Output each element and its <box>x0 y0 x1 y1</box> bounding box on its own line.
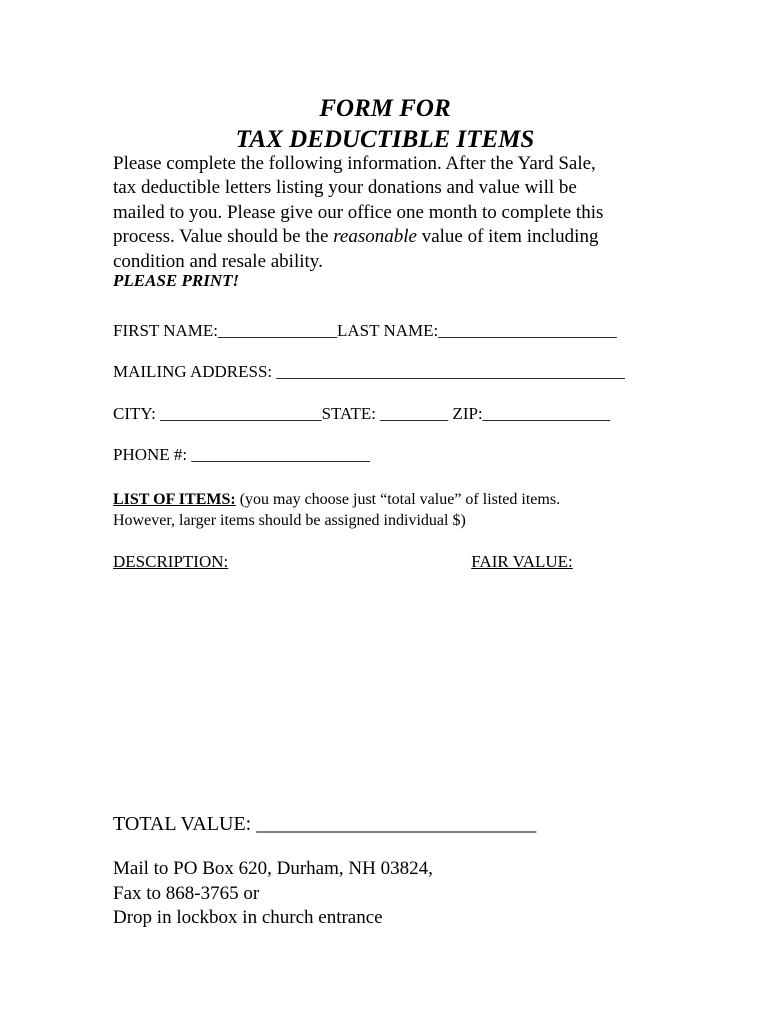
intro-line: mailed to you. Please give our office one month to complete this <box>113 201 604 223</box>
list-of-items-heading: LIST OF ITEMS: <box>113 491 236 508</box>
form-title-line-2: TAX DEDUCTIBLE ITEMS <box>235 126 535 153</box>
list-of-items-section <box>113 489 560 531</box>
list-note-line-2: However, larger items should be assigned individual $) <box>113 512 466 529</box>
reasonable-emphasis: reasonable <box>333 226 417 248</box>
intro-line: condition and resale ability. <box>113 250 323 272</box>
mailing-address-field[interactable]: MAILING ADDRESS: _________________________________________ <box>113 362 625 381</box>
list-heading-row <box>113 489 560 510</box>
list-note: (you may choose just “total value” of listed items. <box>235 491 561 508</box>
please-print-note: PLEASE PRINT! <box>113 271 240 290</box>
intro-text: process. Value should be the <box>113 226 334 248</box>
city-state-zip-fields[interactable]: CITY: ___________________STATE: ________ ZIP:_______________ <box>113 404 611 423</box>
mailing-instructions <box>113 857 433 931</box>
fair-value-column-header: FAIR VALUE: <box>471 552 573 571</box>
total-value-field[interactable]: TOTAL VALUE: ____________________________ <box>113 813 537 835</box>
mail-instruction-line: Drop in lockbox in church entrance <box>113 907 383 928</box>
phone-field[interactable]: PHONE #: _____________________ <box>113 445 370 464</box>
form-title-line-1: FORM FOR <box>319 95 451 122</box>
items-table-header <box>113 551 573 573</box>
mail-instruction-line: Mail to PO Box 620, Durham, NH 03824, <box>113 858 433 879</box>
description-column-header: DESCRIPTION: <box>113 552 229 571</box>
intro-line: tax deductible letters listing your donations and value will be <box>113 177 577 199</box>
intro-line-with-emphasis <box>113 225 673 249</box>
intro-paragraph <box>113 152 673 274</box>
intro-text: value of item including <box>416 226 599 248</box>
intro-line: Please complete the following information. After the Yard Sale, <box>113 153 596 174</box>
mail-instruction-line: Fax to 868-3765 or <box>113 882 260 904</box>
name-fields[interactable]: FIRST NAME:______________LAST NAME:_____________________ <box>113 321 617 340</box>
